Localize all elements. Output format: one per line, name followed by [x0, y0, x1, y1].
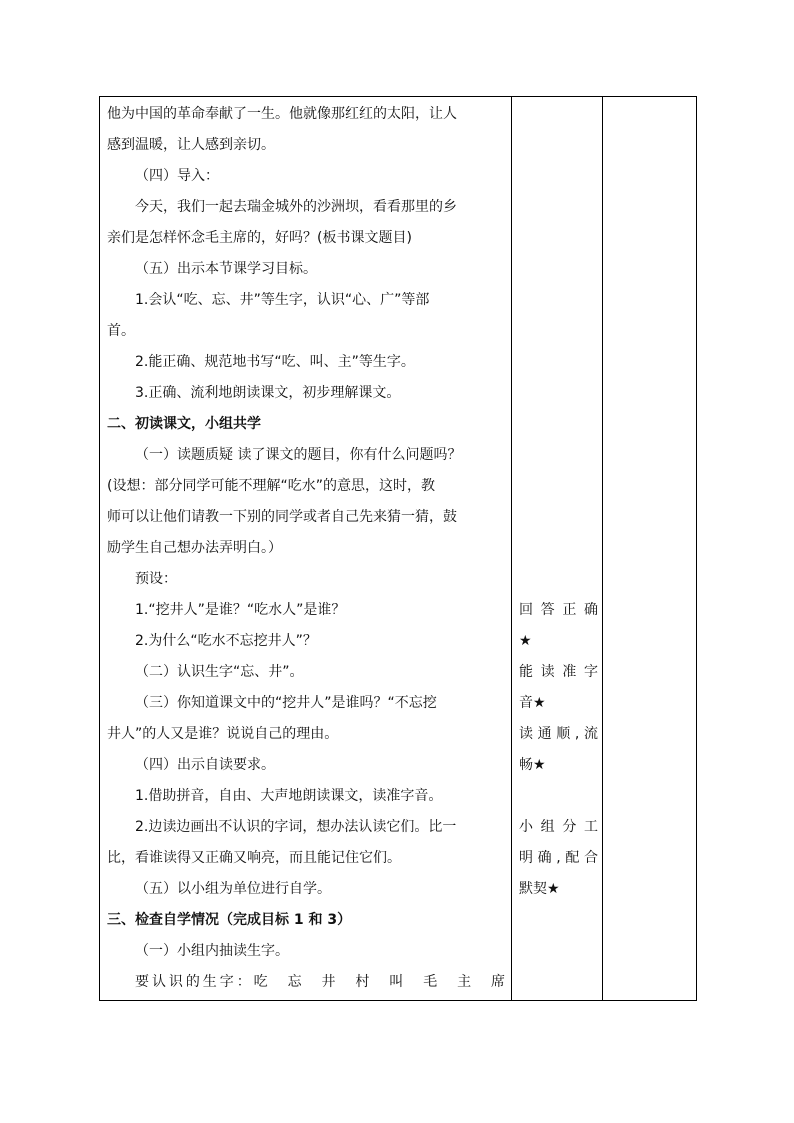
section-heading: 二、初读课文，小组共学: [107, 416, 261, 432]
lesson-line: 2.边读边画出不认识的字词，想办法认读它们。比一: [135, 819, 457, 835]
lesson-line: （三）你知道课文中的“挖井人”是谁吗？“不忘挖: [135, 695, 437, 711]
lesson-line: 2.能正确、规范地书写“吃、叫、主”等生字。: [135, 354, 415, 370]
evaluation-criterion: [519, 595, 598, 657]
evaluation-line: 明确,配合: [519, 850, 598, 866]
lesson-line: 3.正确、流利地朗读课文，初步理解课文。: [135, 385, 401, 401]
lesson-lines: [107, 99, 505, 998]
lesson-line: 1.会认“吃、忘、井”等生字，认识“心、广”等部: [135, 292, 430, 308]
table-row: [100, 97, 697, 1001]
lesson-line: 亲们是怎样怀念毛主席的，好吗？(板书课文题目): [107, 230, 412, 246]
evaluation-line: 小组分工: [519, 819, 598, 835]
lesson-line: (设想：部分同学可能不理解“吃水”的意思，这时，教: [107, 478, 435, 494]
lesson-line: （一）读题质疑 读了课文的题目，你有什么问题吗？: [135, 447, 462, 463]
evaluation-line: 默契★: [519, 881, 560, 897]
lesson-line: （五）出示本节课学习目标。: [135, 261, 317, 277]
lesson-line: 2.为什么“吃水不忘挖井人”？: [135, 633, 317, 649]
lesson-line: （四）出示自读要求。: [135, 757, 275, 773]
evaluation-line: 读通顺,流: [519, 726, 598, 742]
lesson-line: 励学生自己想办法弄明白。）: [107, 540, 282, 556]
lesson-line: （二）认识生字“忘、井”。: [135, 664, 304, 680]
lesson-line: 要认识的生字：吃 忘 井 村 叫 毛 主 席: [135, 974, 505, 990]
lesson-plan-table: [99, 96, 697, 1001]
notes-cell: [603, 97, 697, 1001]
evaluation-line: ★: [519, 633, 532, 649]
lesson-line: 预设：: [135, 571, 177, 587]
evaluation-line: 能读准字: [519, 664, 598, 680]
lesson-line: （五）以小组为单位进行自学。: [135, 881, 331, 897]
evaluation-criterion: [519, 657, 598, 781]
lesson-line: 他为中国的革命奉献了一生。他就像那红红的太阳，让人: [107, 106, 457, 122]
lesson-content-cell: [100, 97, 512, 1001]
evaluation-line: 音★: [519, 695, 546, 711]
lesson-line: （一）小组内抽读生字。: [135, 943, 289, 959]
lesson-line: 井人”的人又是谁？说说自己的理由。: [107, 726, 339, 742]
lesson-line: 感到温暖，让人感到亲切。: [107, 137, 275, 153]
lesson-line: 今天，我们一起去瑞金城外的沙洲坝，看看那里的乡: [135, 199, 457, 215]
evaluation-line: 回答正确: [519, 602, 598, 618]
evaluation-criterion: [519, 812, 598, 905]
section-heading: 三、检查自学情况（完成目标 1 和 3）: [107, 912, 352, 928]
lesson-line: （四）导入：: [135, 168, 219, 184]
lesson-line: 师可以让他们请教一下别的同学或者自己先来猜一猜，鼓: [107, 509, 457, 525]
lesson-line: 1.“挖井人”是谁？“吃水人”是谁？: [135, 602, 346, 618]
lesson-line: 比，看谁读得又正确又响亮，而且能记住它们。: [107, 850, 401, 866]
lesson-line: 1.借助拼音，自由、大声地朗读课文，读准字音。: [135, 788, 443, 804]
evaluation-cell: [512, 97, 603, 1001]
lesson-line: 首。: [107, 323, 135, 339]
evaluation-line: 畅★: [519, 757, 546, 773]
